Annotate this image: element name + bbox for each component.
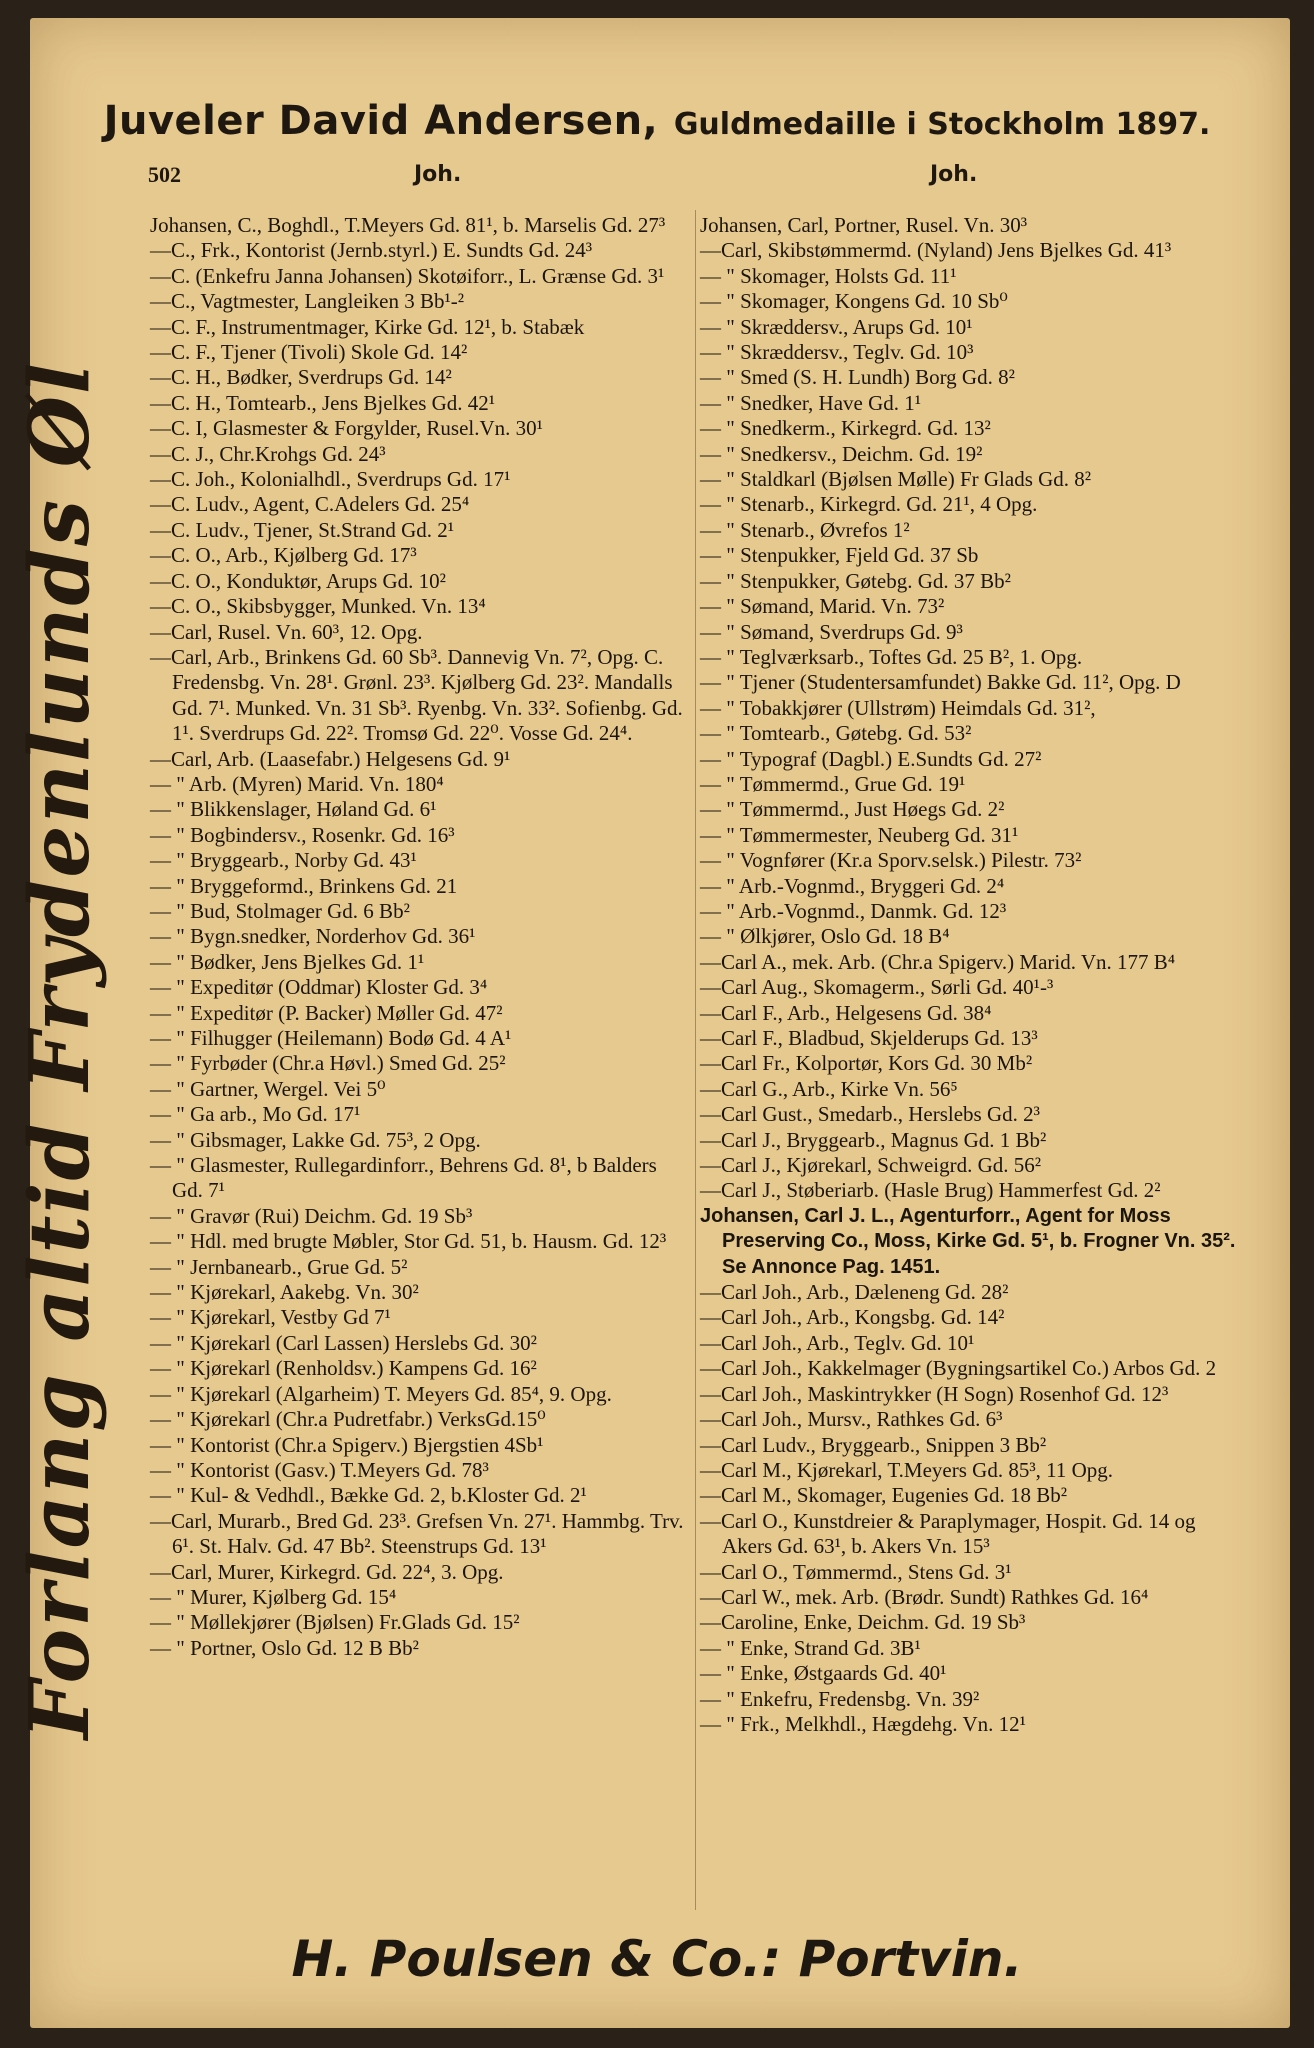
directory-entry: — " Snedker, Have Gd. 1¹	[700, 390, 922, 415]
directory-entry: — " Kjørekarl (Carl Lassen) Herslebs Gd. 30²	[150, 1330, 537, 1355]
directory-entry: —Carl Ludv., Bryggearb., Snippen 3 Bb²	[700, 1432, 1047, 1457]
directory-entry: — " Kontorist (Chr.a Spigerv.) Bjergstien 4Sb¹	[150, 1432, 544, 1457]
directory-entry: —Carl J., Kjørekarl, Schweigrd. Gd. 56²	[700, 1153, 1042, 1178]
directory-entry: — " Snedkerm., Kirkegrd. Gd. 13²	[700, 416, 991, 441]
directory-entry: —C. I, Glasmester & Forgylder, Rusel.Vn. 30¹	[150, 416, 543, 441]
directory-entry: —C. O., Konduktør, Arups Gd. 10²	[150, 568, 446, 593]
directory-entry: — " Expeditør (Oddmar) Kloster Gd. 3⁴	[150, 975, 488, 1000]
directory-entry: —C. Joh., Kolonialhdl., Sverdrups Gd. 17¹	[150, 467, 511, 492]
directory-entry: —C. H., Tomtearb., Jens Bjelkes Gd. 42¹	[150, 390, 496, 415]
directory-entry: —Carl Joh., Kakkelmager (Bygningsartikel Co.) Arbos Gd. 2	[700, 1356, 1217, 1381]
directory-entry: — " Bryggeformd., Brinkens Gd. 21	[150, 873, 458, 898]
column-divider	[695, 210, 696, 1910]
directory-entry: — " Ølkjører, Oslo Gd. 18 B⁴	[700, 924, 950, 949]
directory-entry: — " Kjørekarl (Renholdsv.) Kampens Gd. 16²	[150, 1356, 537, 1381]
directory-entry: — " Skomager, Kongens Gd. 10 Sb⁰	[700, 289, 1008, 314]
directory-entry: — " Tomtearb., Gøtebg. Gd. 53²	[700, 721, 972, 746]
top-advertisement	[0, 98, 1314, 144]
directory-entry: — " Stenpukker, Gøtebg. Gd. 37 Bb²	[700, 568, 1011, 593]
right-heading: Joh.	[930, 162, 978, 187]
directory-entry: — " Skræddersv., Teglv. Gd. 10³	[700, 340, 974, 365]
directory-entry: — " Typograf (Dagbl.) E.Sundts Gd. 27²	[700, 746, 1042, 771]
directory-entry: — " Kjørekarl, Aakebg. Vn. 30²	[150, 1280, 419, 1305]
directory-entry: — " Bødker, Jens Bjelkes Gd. 1¹	[150, 949, 425, 974]
directory-entry: — " Gibsmager, Lakke Gd. 75³, 2 Opg.	[150, 1127, 481, 1152]
directory-entry: — " Møllekjører (Bjølsen) Fr.Glads Gd. 15²	[150, 1610, 520, 1635]
directory-entry: —Carl Joh., Arb., Dæleneng Gd. 28²	[700, 1280, 1009, 1305]
directory-entry: — " Glasmester, Rullegardinforr., Behrens Gd. 8¹, b Balders Gd. 7¹	[150, 1153, 657, 1203]
directory-entry: —C. O., Skibsbygger, Munked. Vn. 13⁴	[150, 594, 486, 619]
directory-entry: —C. F., Tjener (Tivoli) Skole Gd. 14²	[150, 340, 468, 365]
directory-entry: — " Frk., Melkhdl., Hægdehg. Vn. 12¹	[700, 1711, 1026, 1736]
directory-entry: —Carl, Skibstømmermd. (Nyland) Jens Bjelkes Gd. 41³	[700, 238, 1172, 263]
directory-entry: — " Stenarb., Kirkegrd. Gd. 21¹, 4 Opg.	[700, 492, 1038, 517]
directory-entry: — " Enke, Østgaards Gd. 40¹	[700, 1661, 947, 1686]
directory-entry: —Carl Joh., Arb., Kongsbg. Gd. 14²	[700, 1305, 1005, 1330]
directory-entry: —C. Ludv., Tjener, St.Strand Gd. 2¹	[150, 517, 455, 542]
directory-entry: — " Fyrbøder (Chr.a Høvl.) Smed Gd. 25²	[150, 1051, 506, 1076]
directory-entry: —Carl F., Arb., Helgesens Gd. 38⁴	[700, 1000, 992, 1025]
directory-entry: — " Kjørekarl (Algarheim) T. Meyers Gd. 85⁴, 9. Opg.	[150, 1381, 612, 1406]
side-advertisement-text: Forlang altid Frydenlunds Øl	[12, 360, 108, 1740]
directory-entry: —Carl Aug., Skomagerm., Sørli Gd. 40¹-³	[700, 975, 1054, 1000]
directory-entry: — " Arb.-Vognmd., Danmk. Gd. 12³	[700, 898, 1007, 923]
directory-entry: — " Arb. (Myren) Marid. Vn. 180⁴	[150, 771, 444, 796]
bottom-advertisement: H. Poulsen & Co.: Portvin.	[291, 1930, 1023, 1988]
directory-entry: —C., Vagtmester, Langleiken 3 Bb¹-²	[150, 289, 465, 314]
directory-entry: — " Bogbindersv., Rosenkr. Gd. 16³	[150, 822, 455, 847]
running-header	[0, 162, 1314, 196]
directory-entry: — " Kul- & Vedhdl., Bække Gd. 2, b.Kloster Gd. 2¹	[150, 1483, 587, 1508]
directory-entry: — " Murer, Kjølberg Gd. 15⁴	[150, 1584, 397, 1609]
directory-entry: — " Blikkenslager, Høland Gd. 6¹	[150, 797, 437, 822]
directory-entry: — " Snedkersv., Deichm. Gd. 19²	[700, 441, 983, 466]
directory-entry: — " Filhugger (Heilemann) Bodø Gd. 4 A¹	[150, 1026, 512, 1050]
directory-entry: — " Smed (S. H. Lundh) Borg Gd. 8²	[700, 365, 1015, 390]
directory-entry: — " Ga arb., Mo Gd. 17¹	[150, 1102, 361, 1127]
directory-entry: —Carl, Arb. (Laasefabr.) Helgesens Gd. 9¹	[150, 746, 511, 771]
directory-entry: —C. O., Arb., Kjølberg Gd. 17³	[150, 543, 417, 568]
directory-entry: — " Stenarb., Øvrefos 1²	[700, 517, 910, 542]
page-number: 502	[148, 162, 181, 187]
directory-entry: — " Tobakkjører (Ullstrøm) Heimdals Gd. 31²,	[700, 695, 1096, 720]
directory-entry: — " Enkefru, Fredensbg. Vn. 39²	[700, 1686, 980, 1711]
directory-entry: — " Hdl. med brugte Møbler, Stor Gd. 51, b. Hausm. Gd. 12³	[150, 1229, 667, 1254]
directory-entry: —Carl, Murarb., Bred Gd. 23³. Grefsen Vn. 27¹. Hammbg. Trv. 6¹. St. Halv. Gd. 47 Bb². Steenstrups Gd. 13¹	[150, 1508, 684, 1559]
banner-name: Juveler David Andersen,	[103, 98, 659, 144]
directory-entry: —Carl W., mek. Arb. (Brødr. Sundt) Rathkes Gd. 16⁴	[700, 1584, 1149, 1609]
directory-entry: — " Kjørekarl, Vestby Gd 7¹	[150, 1305, 391, 1330]
directory-entry: — " Jernbanearb., Grue Gd. 5²	[150, 1254, 408, 1279]
directory-entry: —C. J., Chr.Krohgs Gd. 24³	[150, 441, 386, 466]
directory-entry: — " Enke, Strand Gd. 3B¹	[700, 1635, 921, 1660]
directory-entry: — " Gartner, Wergel. Vei 5⁰	[150, 1076, 386, 1101]
directory-entry: —C. (Enkefru Janna Johansen) Skotøiforr., L. Grænse Gd. 3¹	[150, 263, 665, 288]
directory-entry: — " Bygn.snedker, Norderhov Gd. 36¹	[150, 924, 476, 949]
directory-entry: — " Bud, Stolmager Gd. 6 Bb²	[150, 898, 410, 923]
directory-entry: — " Bryggearb., Norby Gd. 43¹	[150, 848, 417, 873]
directory-entry: — " Staldkarl (Bjølsen Mølle) Fr Glads Gd. 8²	[700, 467, 1092, 492]
right-column	[700, 213, 1248, 1737]
directory-entry: — " Tjener (Studentersamfundet) Bakke Gd. 11², Opg. D	[700, 670, 1181, 695]
directory-entry: —Carl A., mek. Arb. (Chr.a Spigerv.) Marid. Vn. 177 B⁴	[700, 949, 1176, 974]
directory-entry: —Carl Joh., Arb., Teglv. Gd. 10¹	[700, 1330, 975, 1355]
directory-entry: —C. F., Instrumentmager, Kirke Gd. 12¹, b. Stabæk	[150, 314, 585, 339]
directory-entry: Johansen, Carl J. L., Agenturforr., Agent for Moss Preserving Co., Moss, Kirke Gd. 5¹, b. Frogner Vn. 35². Se Annonce Pag. 1451.	[700, 1204, 1236, 1278]
directory-entry: —Carl Joh., Mursv., Rathkes Gd. 6³	[700, 1407, 1003, 1432]
directory-entry: —Caroline, Enke, Deichm. Gd. 19 Sb³	[700, 1610, 1026, 1635]
directory-entry: —Carl J., Støberiarb. (Hasle Brug) Hammerfest Gd. 2²	[700, 1178, 1161, 1203]
directory-entry: — " Stenpukker, Fjeld Gd. 37 Sb	[700, 543, 979, 568]
directory-entry: Johansen, C., Boghdl., T.Meyers Gd. 81¹, b. Marselis Gd. 27³	[150, 213, 666, 237]
directory-entry: — " Tømmermester, Neuberg Gd. 31¹	[700, 822, 1019, 847]
directory-entry: — " Vognfører (Kr.a Sporv.selsk.) Pilestr. 73²	[700, 848, 1082, 873]
directory-entry: —Carl Gust., Smedarb., Herslebs Gd. 2³	[700, 1102, 1040, 1127]
left-heading: Joh.	[414, 162, 462, 187]
directory-entry: — " Expeditør (P. Backer) Møller Gd. 47²	[150, 1000, 503, 1025]
directory-entry: —Carl Fr., Kolportør, Kors Gd. 30 Mb²	[700, 1051, 1033, 1076]
directory-entry: — " Skomager, Holsts Gd. 11¹	[700, 263, 957, 288]
directory-entry: —Carl G., Arb., Kirke Vn. 56⁵	[700, 1076, 958, 1101]
directory-entry: — " Arb.-Vognmd., Bryggeri Gd. 2⁴	[700, 873, 1005, 898]
directory-entry: —Carl, Arb., Brinkens Gd. 60 Sb³. Dannevig Vn. 7², Opg. C. Fredensbg. Vn. 28¹. Grønl. 23³. Kjølberg Gd. 23². Mandalls Gd. 7¹. Munked. Vn. 31 Sb³. Ryenbg. Vn. 33². Sofienbg. Gd. 1¹. Sverdrups Gd. 22². Tromsø Gd. 22⁰. Vosse Gd. 24⁴.	[150, 644, 683, 746]
directory-entry: — " Sømand, Sverdrups Gd. 9³	[700, 619, 963, 644]
directory-entry: —C. H., Bødker, Sverdrups Gd. 14²	[150, 365, 452, 390]
directory-entry: —Carl O., Tømmermd., Stens Gd. 3¹	[700, 1559, 1012, 1584]
directory-entry: — " Tømmermd., Grue Gd. 19¹	[700, 771, 966, 796]
directory-entry: —Carl J., Bryggearb., Magnus Gd. 1 Bb²	[700, 1127, 1047, 1152]
directory-entry: — " Portner, Oslo Gd. 12 B Bb²	[150, 1635, 419, 1660]
directory-entry: — " Teglværksarb., Toftes Gd. 25 B², 1. Opg.	[700, 644, 1083, 669]
directory-entry: —Carl O., Kunstdreier & Paraplymager, Hospit. Gd. 14 og Akers Gd. 63¹, b. Akers Vn. 15³	[700, 1508, 1196, 1559]
directory-entry: —Carl F., Bladbud, Skjelderups Gd. 13³	[700, 1026, 1038, 1050]
directory-entry: — " Skræddersv., Arups Gd. 10¹	[700, 314, 973, 339]
directory-entry: — " Tømmermd., Just Høegs Gd. 2²	[700, 797, 1005, 822]
left-column	[150, 213, 690, 1661]
banner-medal: Guldmedaille i Stockholm 1897.	[673, 107, 1211, 142]
directory-entry: —Carl M., Kjørekarl, T.Meyers Gd. 85³, 11 Opg.	[700, 1457, 1114, 1482]
directory-entry: — " Kjørekarl (Chr.a Pudretfabr.) VerksGd.15⁰	[150, 1407, 546, 1432]
directory-entry: —Carl, Murer, Kirkegrd. Gd. 22⁴, 3. Opg.	[150, 1559, 504, 1584]
directory-entry: —Carl Joh., Maskintrykker (H Sogn) Rosenhof Gd. 12³	[700, 1381, 1169, 1406]
directory-entry: —Carl M., Skomager, Eugenies Gd. 18 Bb²	[700, 1483, 1068, 1508]
directory-entry: —C., Frk., Kontorist (Jernb.styrl.) E. Sundts Gd. 24³	[150, 238, 593, 263]
directory-entry: —Carl, Rusel. Vn. 60³, 12. Opg.	[150, 619, 423, 644]
directory-entry: Johansen, Carl, Portner, Rusel. Vn. 30³	[700, 213, 1028, 237]
directory-entry: — " Kontorist (Gasv.) T.Meyers Gd. 78³	[150, 1457, 489, 1482]
directory-entry: —C. Ludv., Agent, C.Adelers Gd. 25⁴	[150, 492, 470, 517]
directory-entry: — " Gravør (Rui) Deichm. Gd. 19 Sb³	[150, 1203, 473, 1228]
directory-entry: — " Sømand, Marid. Vn. 73²	[700, 594, 945, 619]
